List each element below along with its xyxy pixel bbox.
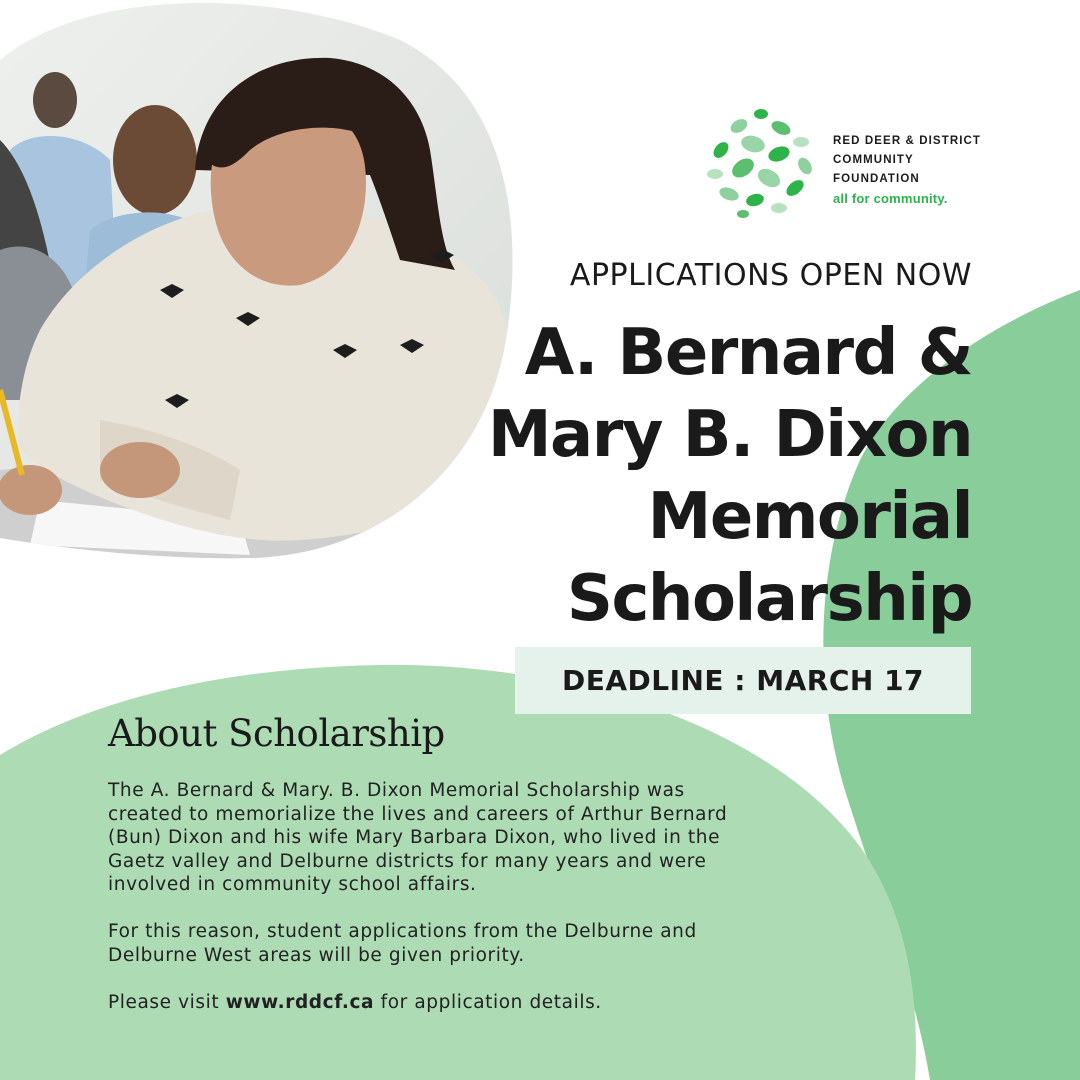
logo-line-1: RED DEER & DISTRICT [833, 135, 982, 147]
visit-prefix: Please visit [108, 991, 226, 1013]
about-paragraph-1: The A. Bernard & Mary. B. Dixon Memorial Scholarship was created to memorialize the lives and careers of Arthur Bernard (Bun) Dixon and his wife Mary Barbara Dixon, who lived in the Gaetz valley and Delburne districts for many years and were involved in community school affairs. [108, 780, 728, 895]
logo-tagline: all for community. [833, 191, 948, 206]
leaf-cluster-icon [703, 104, 819, 220]
deadline-text: DEADLINE : MARCH 17 [561, 664, 925, 697]
about-paragraph-2: For this reason, student applications from the Delburne and Delburne West areas will be given priority. [108, 921, 697, 966]
about-body [108, 779, 748, 1038]
visit-suffix: for application details. [374, 991, 602, 1013]
student-photo [0, 0, 520, 570]
applications-open-kicker: APPLICATIONS OPEN NOW [569, 258, 972, 293]
deadline-banner [515, 647, 971, 714]
logo-wordmark [833, 132, 981, 206]
about-paragraph-3 [108, 991, 748, 1015]
logo-line-3: FOUNDATION [833, 173, 920, 185]
scholarship-title [488, 312, 972, 640]
website-link[interactable]: www.rddcf.ca [225, 991, 375, 1013]
title-line-2: Mary B. Dixon [487, 398, 972, 472]
foundation-logo [703, 104, 993, 224]
about-heading: About Scholarship [108, 712, 445, 755]
title-line-1: A. Bernard & [524, 316, 972, 390]
logo-line-2: COMMUNITY [833, 154, 914, 166]
title-line-4: Scholarship [566, 562, 972, 636]
title-line-3: Memorial [647, 480, 972, 554]
